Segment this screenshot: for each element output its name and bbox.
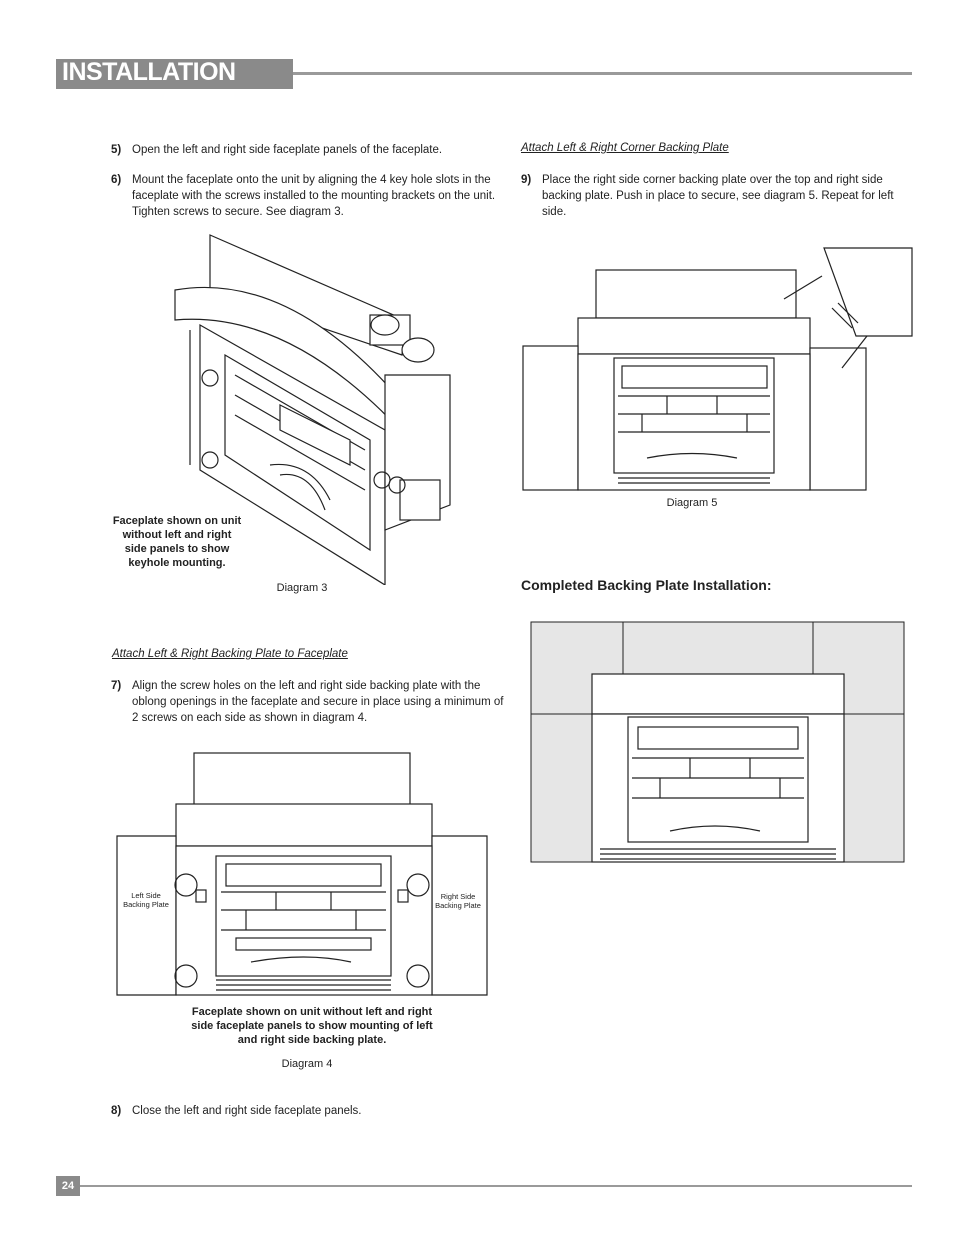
footer-rule bbox=[80, 1185, 912, 1187]
step-5 bbox=[111, 142, 506, 158]
page-number: 24 bbox=[56, 1176, 80, 1196]
diagram-4-caption: Diagram 4 bbox=[281, 1058, 333, 1070]
step-7 bbox=[111, 678, 506, 726]
header-rule bbox=[293, 72, 912, 75]
left-backing-plate-label: Left Side Backing Plate bbox=[123, 891, 169, 909]
step-number: 7) bbox=[111, 680, 122, 692]
diagram-3-note: Faceplate shown on unit without left and right side panels to show keyhole mounting. bbox=[112, 515, 242, 569]
step-text: Close the left and right side faceplate panels. bbox=[132, 1105, 362, 1117]
completed-heading: Completed Backing Plate Installation: bbox=[521, 577, 772, 593]
completed-installation-illustration bbox=[530, 621, 906, 864]
diagram-4-note: Faceplate shown on unit without left and right side faceplate panels to show mounting of left and right side backing plate. bbox=[191, 1006, 433, 1046]
diagram-4-illustration bbox=[116, 752, 488, 997]
step-text: Place the right side corner backing plate over the top and right side backing plate. Push in place to secure, see diagram 5. Repeat for left side. bbox=[542, 174, 894, 218]
step-text: Mount the faceplate onto the unit by aligning the 4 key hole slots in the faceplate with the screws installed to the mounting brackets on the unit. Tighten screws to secure. See diagram 3. bbox=[132, 174, 496, 218]
step-6 bbox=[111, 172, 506, 220]
step-text: Open the left and right side faceplate panels of the faceplate. bbox=[132, 144, 443, 156]
step-text: Align the screw holes on the left and right side backing plate with the oblong openings in the faceplate and secure in place using a minimum of 2 screws on each side as shown in diagram 4. bbox=[132, 680, 504, 724]
step-number: 5) bbox=[111, 144, 122, 156]
step-number: 6) bbox=[111, 174, 122, 186]
page-title: INSTALLATION bbox=[62, 58, 236, 86]
diagram-5-illustration bbox=[522, 246, 914, 492]
right-backing-plate-label: Right Side Backing Plate bbox=[435, 892, 481, 910]
step-9 bbox=[521, 172, 916, 220]
right-subheading: Attach Left & Right Corner Backing Plate bbox=[521, 142, 729, 154]
step-number: 9) bbox=[521, 174, 532, 186]
left-subheading: Attach Left & Right Backing Plate to Faceplate bbox=[112, 648, 348, 660]
diagram-3-caption: Diagram 3 bbox=[276, 582, 328, 594]
step-8 bbox=[111, 1103, 506, 1119]
diagram-5-caption: Diagram 5 bbox=[666, 497, 718, 509]
step-number: 8) bbox=[111, 1105, 122, 1117]
